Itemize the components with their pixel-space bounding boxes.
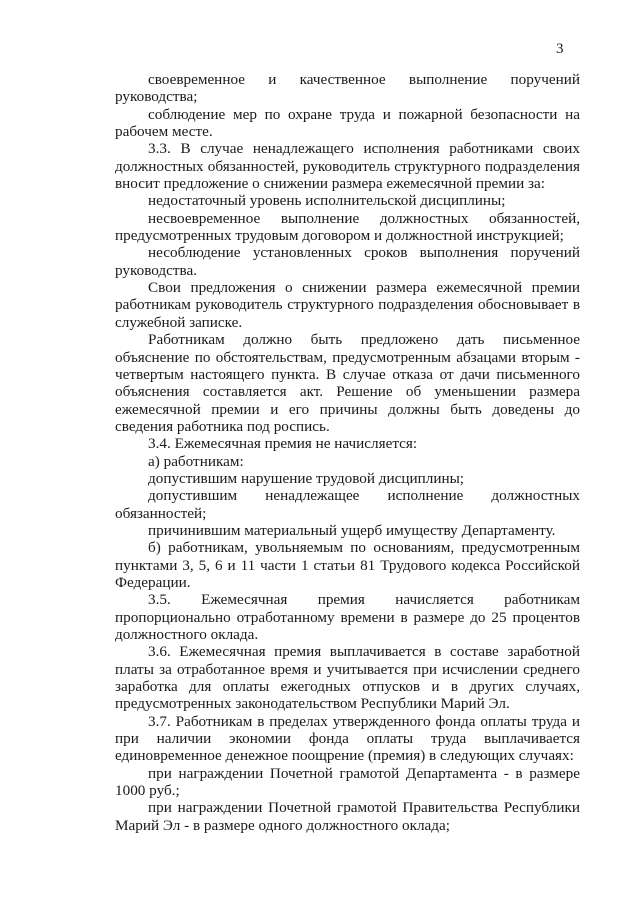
paragraph: при награждении Почетной грамотой Департамента - в размере 1000 руб.; (115, 764, 580, 800)
document-body (115, 71, 580, 834)
paragraph: несвоевременное выполнение должностных обязанностей, предусмотренных трудовым договором и должностной инструкцией; (115, 209, 580, 245)
paragraph: Работникам должно быть предложено дать письменное объяснение по обстоятельствам, предусмотренным абзацами вторым - четвертым настоящего пункта. В случае отказа от дачи письменного объяснения составляется акт. Решение об уменьшении размера ежемесячной премии и его причины должны быть доведены до сведения работника под роспись. (115, 331, 580, 435)
paragraph: 3.7. Работникам в пределах утвержденного фонда оплаты труда и при наличии экономии фонда оплаты труда выплачивается единовременное денежное поощрение (премия) в следующих случаях: (115, 712, 580, 765)
paragraph: своевременное и качественное выполнение поручений руководства; (115, 71, 580, 106)
paragraph: причинившим материальный ущерб имуществу Департаменту. (148, 521, 556, 539)
paragraph: Свои предложения о снижении размера ежемесячной премии работникам руководитель структурного подразделения обосновывает в служебной записке. (115, 279, 580, 331)
paragraph: б) работникам, увольняемым по основаниям, предусмотренным пунктами 3, 5, 6 и 11 части 1 статьи 81 Трудового кодекса Российской Федерации. (115, 539, 580, 591)
paragraph: при награждении Почетной грамотой Правительства Республики Марий Эл - в размере одного должностного оклада; (115, 799, 580, 834)
paragraph: 3.6. Ежемесячная премия выплачивается в составе заработной платы за отработанное время и учитывается при исчислении среднего заработка для оплаты ежегодных отпусков и в других случаях, предусмотренных законодательством Республики Марий Эл. (115, 643, 580, 713)
paragraph: 3.4. Ежемесячная премия не начисляется: (148, 435, 418, 453)
paragraph: несоблюдение установленных сроков выполнения поручений руководства. (115, 244, 580, 279)
paragraph: 3.3. В случае ненадлежащего исполнения работниками своих должностных обязанностей, руководитель структурного подразделения вносит предложение о снижении размера ежемесячной премии за: (115, 140, 580, 193)
paragraph: допустившим ненадлежащее исполнение должностных обязанностей; (115, 487, 580, 522)
page-number: 3 (556, 41, 564, 57)
paragraph: допустившим нарушение трудовой дисциплины; (148, 469, 465, 487)
paragraph: соблюдение мер по охране труда и пожарной безопасности на рабочем месте. (115, 105, 580, 141)
paragraph: 3.5. Ежемесячная премия начисляется работникам пропорционально отработанному времени в размере до 25 процентов должностного оклада. (115, 591, 580, 643)
paragraph: а) работникам: (148, 452, 244, 470)
paragraph: недостаточный уровень исполнительской дисциплины; (148, 192, 506, 210)
